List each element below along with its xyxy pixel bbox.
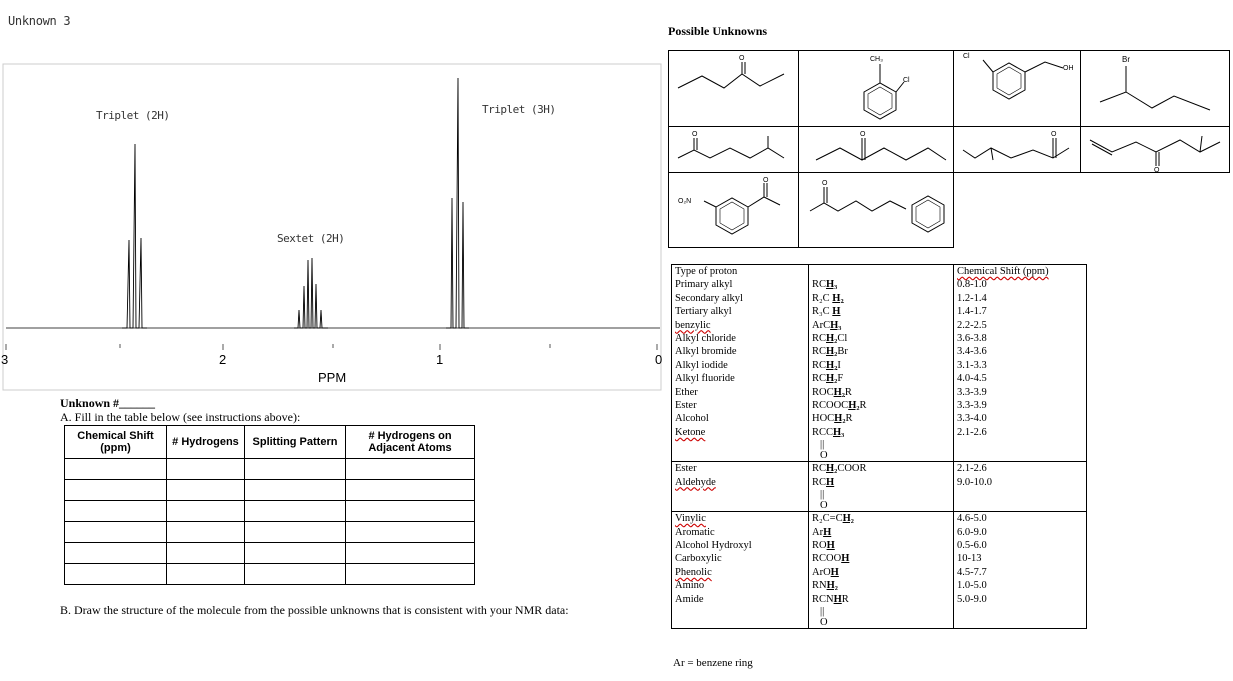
formula-prefix: R₂C=C: [812, 513, 843, 525]
structure-isobutyl-ketone: [672, 128, 796, 172]
col-hydrogens: # Hydrogens: [167, 426, 245, 459]
formula: [809, 319, 954, 332]
formula-highlight: H₂: [826, 580, 838, 592]
shift-range: 3.4-3.6: [954, 345, 1087, 358]
structure-chloro-toluene: [800, 52, 952, 124]
formula-highlight: H: [833, 593, 842, 605]
ar-note: [673, 657, 753, 669]
formula-highlight: H₂: [826, 373, 838, 385]
shift-range: 2.1-2.6: [954, 462, 1087, 476]
atom-cl: Cl: [903, 77, 910, 84]
axis-tick-label-2: 2: [219, 352, 227, 367]
peak-label-triplet-2h: Triplet (2H): [96, 109, 170, 122]
answer-table-header: [65, 426, 475, 459]
shift-row: [672, 399, 1087, 412]
atom-o2n: O₂N: [678, 198, 692, 205]
proton-type: Amino: [672, 579, 809, 592]
formula-prefix: RCN: [812, 593, 834, 605]
structure-unsaturated-ketone: [955, 128, 1079, 172]
formula: [809, 552, 954, 565]
formula-prefix: R₂C: [812, 292, 833, 304]
shift-range: 1.0-5.0: [954, 579, 1087, 592]
formula: [809, 386, 954, 399]
shift-row: [672, 372, 1087, 385]
structure-ester-propyl: [800, 128, 952, 172]
shift-range: 4.0-4.5: [954, 372, 1087, 385]
formula-highlight: H₃: [833, 426, 845, 438]
formula-highlight: H: [826, 476, 835, 488]
shift-range: 3.3-3.9: [954, 386, 1087, 399]
formula-suffix: R: [859, 400, 867, 412]
formula-prefix: RC: [812, 463, 827, 475]
shift-range: 1.4-1.7: [954, 305, 1087, 318]
structure-chlorophenylethanol: [955, 52, 1079, 124]
shift-row: [672, 278, 1087, 291]
proton-type: Ketone: [672, 426, 809, 439]
formula: [809, 359, 954, 372]
shift-range: 10-13: [954, 552, 1087, 565]
proton-type: Amide: [672, 593, 809, 606]
formula-prefix: RCOO: [812, 553, 842, 565]
shift-table-header: [672, 265, 1087, 279]
formula-prefix: R₃C: [812, 306, 833, 318]
formula-suffix: COOR: [837, 463, 867, 475]
formula-highlight: H₂: [826, 346, 838, 358]
formula-highlight: H: [832, 306, 841, 318]
answer-table: [64, 425, 475, 585]
proton-type: Alcohol: [672, 412, 809, 425]
structure-ester-phenoxy: [800, 175, 952, 247]
ar-note-text: Ar = benzene ring: [673, 657, 753, 669]
formula: [809, 399, 954, 412]
formula-highlight: H₂: [834, 413, 846, 425]
unknown-number-label: Unknown #______: [60, 396, 156, 410]
formula-prefix: ArO: [812, 566, 831, 578]
carbonyl-oxygen: O: [820, 450, 828, 462]
answer-row[interactable]: [65, 543, 475, 564]
formula-prefix: RC: [812, 373, 827, 385]
formula-prefix: Ar: [812, 526, 824, 538]
axis-tick-label-0: 0: [655, 352, 663, 367]
shift-row: [672, 476, 1087, 489]
proton-type: Ester: [672, 462, 809, 476]
formula: [809, 539, 954, 552]
atom-o: O: [692, 131, 698, 138]
formula: [809, 292, 954, 305]
answer-row[interactable]: [65, 564, 475, 585]
formula-suffix: R: [844, 386, 852, 398]
formula: [809, 593, 954, 606]
formula-highlight: H: [823, 526, 832, 538]
formula-prefix: HOC: [812, 413, 835, 425]
shift-range: 5.0-9.0: [954, 593, 1087, 606]
formula-prefix: RCOOC: [812, 400, 849, 412]
shift-row: [672, 412, 1087, 425]
formula-highlight: H₂: [826, 333, 838, 345]
formula-prefix: RC: [812, 279, 827, 291]
formula-prefix: RC: [812, 359, 827, 371]
proton-type: Ester: [672, 399, 809, 412]
shift-row: [672, 345, 1087, 358]
shift-range: 1.2-1.4: [954, 292, 1087, 305]
peak-label-triplet-3h: Triplet (3H): [482, 103, 556, 116]
carbonyl-oxygen: O: [820, 616, 828, 628]
formula: [809, 512, 954, 526]
shift-row: [672, 552, 1087, 565]
formula-highlight: H₂: [833, 386, 845, 398]
formula-prefix: ROC: [812, 386, 834, 398]
formula: [809, 412, 954, 425]
proton-type: Aldehyde: [672, 476, 809, 489]
carbonyl-oxygen: O: [820, 500, 828, 512]
atom-o: O: [860, 131, 866, 138]
shift-row: [672, 526, 1087, 539]
proton-type: Ether: [672, 386, 809, 399]
carbonyl-row: [672, 606, 1087, 629]
chemical-shift-table: [671, 264, 1087, 629]
formula-suffix: R: [841, 593, 849, 605]
shift-row: [672, 462, 1087, 476]
atom-o: O: [822, 180, 828, 187]
shift-range: 2.2-2.5: [954, 319, 1087, 332]
carbonyl-row: [672, 439, 1087, 462]
header-type: Type of proton: [672, 265, 809, 279]
formula: [809, 476, 954, 489]
peak-triplet-3h: [446, 78, 469, 328]
proton-type: Carboxylic: [672, 552, 809, 565]
formula: [809, 462, 954, 476]
proton-type: Alkyl fluoride: [672, 372, 809, 385]
shift-range: 4.6-5.0: [954, 512, 1087, 526]
structure-vinyl-ketone: [1082, 128, 1228, 172]
shift-range: 6.0-9.0: [954, 526, 1087, 539]
atom-o: O: [1051, 131, 1057, 138]
proton-type: Alkyl chloride: [672, 332, 809, 345]
proton-type: Aromatic: [672, 526, 809, 539]
shift-row: [672, 566, 1087, 579]
shift-row: [672, 539, 1087, 552]
part-b-instruction: B. Draw the structure of the molecule from the possible unknowns that is consistent with your NMR data:: [60, 603, 569, 617]
axis-tick-label-1: 1: [436, 352, 444, 367]
formula-highlight: H₂: [826, 463, 838, 475]
atom-o: O: [739, 55, 745, 62]
atom-ch3: CH₃: [870, 56, 883, 63]
shift-row: [672, 579, 1087, 592]
shift-range: 3.3-3.9: [954, 399, 1087, 412]
formula: [809, 566, 954, 579]
proton-type: Phenolic: [672, 566, 809, 579]
formula: [809, 305, 954, 318]
formula-prefix: ArC: [812, 319, 831, 331]
shift-row: [672, 292, 1087, 305]
shift-row: [672, 332, 1087, 345]
col-splitting-pattern: Splitting Pattern: [245, 426, 346, 459]
formula-highlight: H₂: [848, 400, 860, 412]
shift-row: [672, 305, 1087, 318]
atom-oh: OH: [1063, 65, 1074, 72]
formula-highlight: H: [841, 553, 850, 565]
formula: [809, 579, 954, 592]
formula-suffix: Br: [837, 346, 848, 358]
formula-highlight: H₂: [842, 513, 854, 525]
formula-suffix: I: [837, 359, 841, 371]
formula-prefix: RN: [812, 580, 827, 592]
formula-prefix: RO: [812, 539, 827, 551]
formula-prefix: RC: [812, 476, 827, 488]
formula-highlight: H₂: [832, 292, 844, 304]
proton-type: Tertiary alkyl: [672, 305, 809, 318]
formula-suffix: Cl: [837, 333, 848, 345]
formula-highlight: H₃: [826, 279, 838, 291]
proton-type: Vinylic: [672, 512, 809, 526]
structure-2-bromobutane: [1082, 52, 1228, 124]
page-title: Unknown 3: [8, 14, 71, 28]
proton-type: Primary alkyl: [672, 278, 809, 291]
formula: [809, 426, 954, 439]
formula-prefix: RCC: [812, 426, 834, 438]
proton-type: benzylic: [672, 319, 809, 332]
atom-o: O: [763, 177, 769, 184]
formula: [809, 526, 954, 539]
formula-highlight: H: [826, 539, 835, 551]
shift-row: [672, 319, 1087, 332]
shift-row: [672, 426, 1087, 439]
atom-cl: Cl: [963, 53, 970, 60]
shift-range: 4.5-7.7: [954, 566, 1087, 579]
shift-range: 2.1-2.6: [954, 426, 1087, 439]
col-chemical-shift: Chemical Shift (ppm): [65, 426, 167, 459]
answer-row[interactable]: [65, 459, 475, 480]
shift-range: 3.6-3.8: [954, 332, 1087, 345]
answer-row[interactable]: [65, 501, 475, 522]
formula-suffix: R: [845, 413, 853, 425]
formula-prefix: RC: [812, 333, 827, 345]
peak-label-sextet-2h: Sextet (2H): [277, 232, 345, 245]
formula-prefix: RC: [812, 346, 827, 358]
carbonyl-row: [672, 489, 1087, 512]
structure-nitroacetophenone: [672, 175, 796, 247]
proton-type: Alkyl bromide: [672, 345, 809, 358]
carbonyl-bond: ||: [820, 489, 825, 501]
shift-range: 9.0-10.0: [954, 476, 1087, 489]
formula-highlight: H₃: [830, 319, 842, 331]
formula-highlight: H₂: [826, 359, 838, 371]
formula: [809, 332, 954, 345]
proton-type: Secondary alkyl: [672, 292, 809, 305]
peak-sextet-2h: [294, 258, 328, 328]
formula-highlight: H: [830, 566, 839, 578]
proton-type: Alcohol Hydroxyl: [672, 539, 809, 552]
carbonyl-bond: ||: [820, 439, 825, 451]
formula: [809, 372, 954, 385]
carbonyl-bond: ||: [820, 605, 825, 617]
atom-br: Br: [1122, 55, 1130, 64]
instruction-text: A. Fill in the table below (see instructions above):: [60, 410, 301, 424]
shift-range: 0.8-1.0: [954, 278, 1087, 291]
shift-row: [672, 512, 1087, 526]
answer-row[interactable]: [65, 522, 475, 543]
atom-o: O: [1154, 167, 1160, 172]
header-shift: Chemical Shift (ppm): [957, 266, 1049, 277]
formula: [809, 278, 954, 291]
axis-label-ppm: PPM: [318, 370, 347, 385]
col-adjacent-hydrogens: # Hydrogens on Adjacent Atoms: [346, 426, 475, 459]
shift-row: [672, 359, 1087, 372]
shift-row: [672, 593, 1087, 606]
peak-triplet-2h: [122, 144, 147, 328]
structure-3-hexanone: [672, 52, 796, 124]
shift-range: 3.1-3.3: [954, 359, 1087, 372]
possible-unknowns-title: Possible Unknowns: [668, 24, 768, 38]
axis-tick-label-3: 3: [1, 352, 9, 367]
shift-range: 3.3-4.0: [954, 412, 1087, 425]
shift-row: [672, 386, 1087, 399]
proton-type: Alkyl iodide: [672, 359, 809, 372]
formula: [809, 345, 954, 358]
shift-range: 0.5-6.0: [954, 539, 1087, 552]
answer-row[interactable]: [65, 480, 475, 501]
formula-suffix: F: [837, 373, 844, 385]
